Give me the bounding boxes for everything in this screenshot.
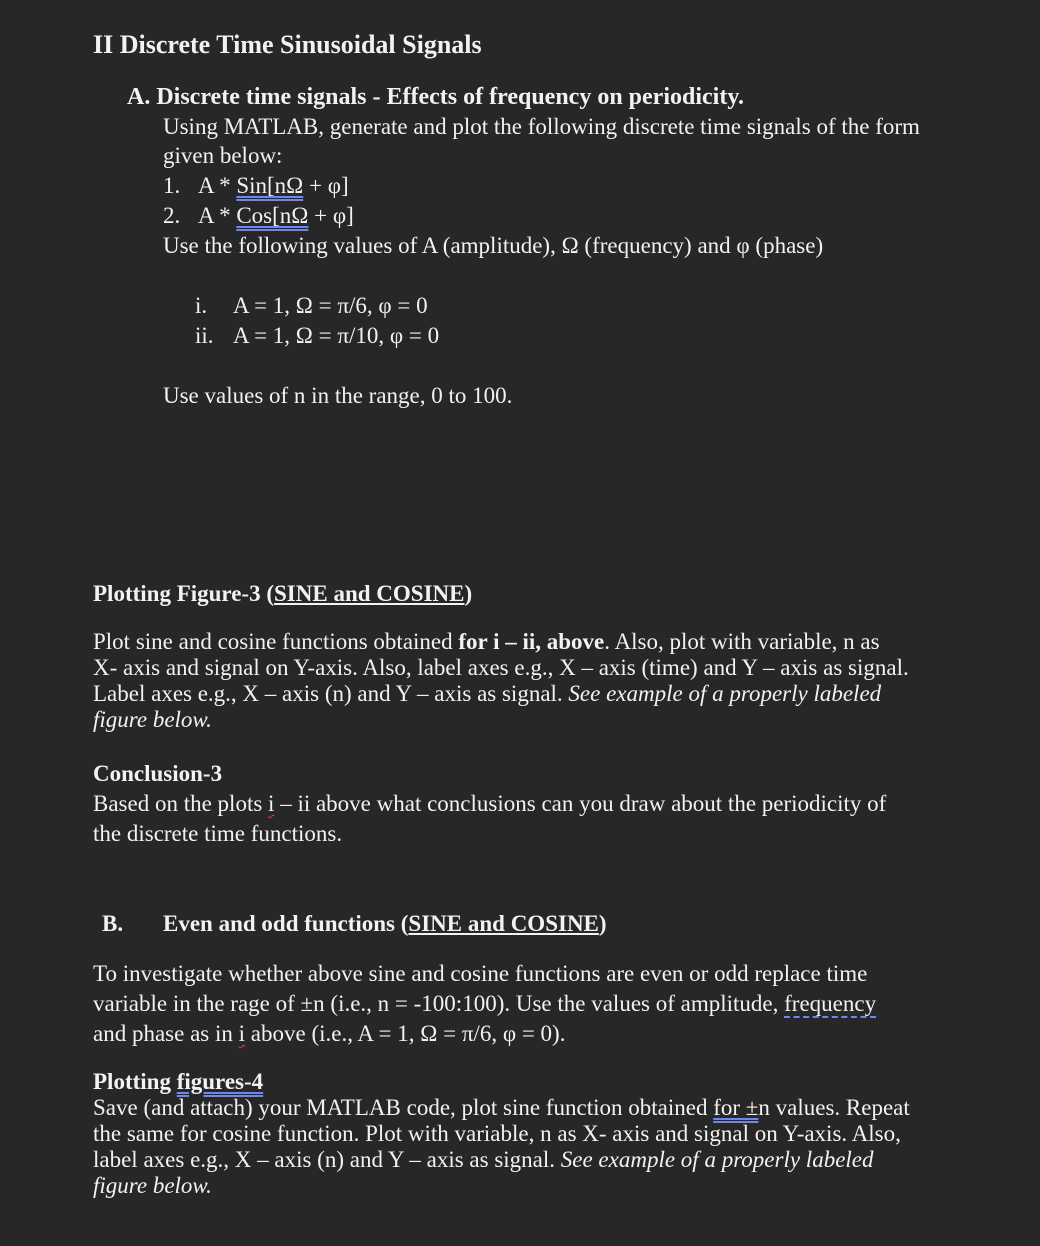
plot4-heading: Plotting figures-4 bbox=[93, 1069, 264, 1094]
plot4-line1: Save (and attach) your MATLAB code, plot sine function obtained for ±n values. Repeat bbox=[93, 1095, 910, 1120]
value-item-ii: ii. A = 1, Ω = π/10, φ = 0 bbox=[195, 323, 440, 348]
plot3-line2: X- axis and signal on Y-axis. Also, label axes e.g., X – axis (time) and Y – axis as signal. bbox=[93, 655, 909, 680]
plot4-line4: figure below. bbox=[93, 1173, 212, 1198]
part-a-intro-line2: given below: bbox=[163, 143, 283, 168]
signal-item-2: 2. A * Cos[nΩ + φ] bbox=[163, 203, 354, 228]
value-item-i: i. A = 1, Ω = π/6, φ = 0 bbox=[195, 293, 428, 318]
plot3-line3: Label axes e.g., X – axis (n) and Y – axis as signal. See example of a properly labeled bbox=[93, 681, 882, 706]
signal-item-1: 1. A * Sin[nΩ + φ] bbox=[163, 173, 349, 198]
plot3-line1: Plot sine and cosine functions obtained for i – ii, above. Also, plot with variable, n as bbox=[93, 629, 880, 654]
plot3-line4: figure below. bbox=[93, 707, 212, 732]
part-b-heading: Even and odd functions (SINE and COSINE) bbox=[163, 911, 607, 936]
range-text: Use values of n in the range, 0 to 100. bbox=[163, 383, 513, 408]
section-title: II Discrete Time Sinusoidal Signals bbox=[93, 30, 482, 59]
conclusion3-line2: the discrete time functions. bbox=[93, 821, 343, 846]
conclusion3-heading: Conclusion-3 bbox=[93, 761, 223, 786]
part-a-heading: A. Discrete time signals - Effects of frequency on periodicity. bbox=[127, 84, 745, 110]
item-number: 2. bbox=[163, 203, 181, 228]
sin-term: Sin[nΩ bbox=[236, 173, 304, 198]
part-b-line2: variable in the rage of ±n (i.e., n = -100:100). Use the values of amplitude, frequency bbox=[93, 991, 877, 1016]
plot4-line2: the same for cosine function. Plot with variable, n as X- axis and signal on Y-axis. Also, bbox=[93, 1121, 901, 1146]
conclusion3-line1: Based on the plots i – ii above what conclusions can you draw about the periodicity of bbox=[93, 791, 887, 816]
part-b-line1: To investigate whether above sine and cosine functions are even or odd replace time bbox=[93, 961, 868, 986]
part-b-line3: and phase as in i above (i.e., A = 1, Ω = π/6, φ = 0). bbox=[93, 1021, 566, 1046]
values-intro: Use the following values of A (amplitude), Ω (frequency) and φ (phase) bbox=[163, 233, 824, 258]
part-a-intro-line1: Using MATLAB, generate and plot the following discrete time signals of the form bbox=[163, 114, 920, 139]
part-b-label: B. bbox=[102, 911, 124, 936]
item-number: 1. bbox=[163, 173, 181, 198]
plot4-line3: label axes e.g., X – axis (n) and Y – axis as signal. See example of a properly labeled bbox=[93, 1147, 874, 1172]
cos-term: Cos[nΩ bbox=[236, 203, 309, 228]
plot3-heading: Plotting Figure-3 (SINE and COSINE) bbox=[93, 581, 473, 606]
